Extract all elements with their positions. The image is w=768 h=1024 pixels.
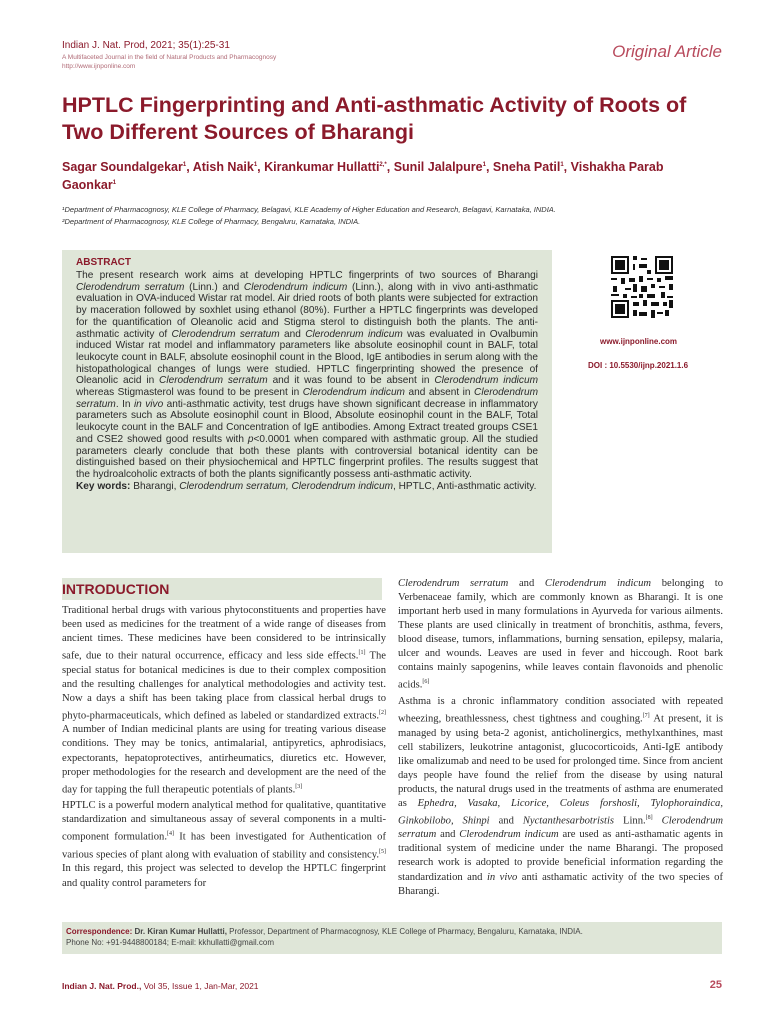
page-number: 25 bbox=[709, 979, 722, 991]
correspondence-name: Dr. Kiran Kumar Hullatti, bbox=[134, 927, 227, 936]
journal-website-link[interactable]: www.ijnponline.com bbox=[600, 337, 678, 346]
journal-citation: Indian J. Nat. Prod, 2021; 35(1):25-31 bbox=[62, 40, 230, 51]
footer-journal: Indian J. Nat. Prod., bbox=[62, 981, 142, 991]
body-column-right: Clerodendrum serratum and Clerodendrum indicum belonging to Verbenaceae family, which are commonly known as Bharangi. It is one important herb used in many formulations in Ayurveda for various ailments. These plants are used clinically in treatment of bronchitis, asthma, fevers, blood disease, tumors, inflammations, burning sensation, epilepsy, malaria, ulcer and wounds. Leaves are used in fever and hiccough. Root bark contains mainly sapogenins, while leaves contain flavonoids and phenolic acids.[6] Asthma is a chronic inflammatory condition associated with repeated wheezing, breathlessness, chest tightness and coughing.[7] At present, it is managed by using beta-2 agonist, anticholinergics, methylxanthines, mast cell stabilizers, leukotrine antagonist, glucocorticoids, Anti-IgE antibody like omalizumab and need to be used for prolonged time. Since from ancient days people have found the relief from the disease by using natural products, the natural drugs used in the treatments of asthma are enumerated as Ephedra, Vasaka, Licorice, Coleus forshosli, Tylophoraindica, Ginkobilobo, Shinpi and Nyctanthesarbotristis Linn.[8] Clerodendrum serratum and Clerodendrum indicum are used as anti-asthamatic agents in traditional system of medicine under the name Bharangi. The proposed research work is adopted to provide beneficial information regarding the standardization and in vivo anti asthamatic activity of the two species of Bharangi. bbox=[398, 578, 724, 897]
abstract-heading: ABSTRACT bbox=[76, 257, 131, 268]
correspondence-label: Correspondence: bbox=[66, 927, 133, 936]
paper-title: HPTLC Fingerprinting and Anti-asthmatic Activity of Roots of Two Different Sources of Bharangi bbox=[62, 93, 687, 144]
journal-url[interactable]: http://www.ijnponline.com bbox=[62, 63, 136, 70]
affiliation-1: ¹Department of Pharmacognosy, KLE College of Pharmacy, Belagavi, KLE Academy of Higher Education and Research, Belagavi, Karnataka, INDIA. bbox=[62, 205, 556, 214]
journal-tagline: A Multifaceted Journal in the field of Natural Products and Pharmacognosy bbox=[62, 54, 277, 61]
doi-label[interactable]: DOI : 10.5530/ijnp.2021.1.6 bbox=[588, 361, 689, 370]
footer-citation bbox=[62, 981, 259, 991]
abstract-box bbox=[62, 250, 552, 553]
author-list: Sagar Soundalgekar$^1$, Atish Naik$^1$, Kirankumar Hullatti$^{2,*}$, Sunil Jalalpure$^1$, Sneha Patil$^1$, Vishakha Parab Gaonkar$^1$ bbox=[62, 160, 664, 193]
correspondence-contact[interactable]: Phone No: +91-9448800184; E-mail: kkhullatti@gmail.com bbox=[66, 938, 275, 947]
section-heading-box bbox=[62, 578, 382, 600]
affiliation-2: ²Department of Pharmacognosy, KLE College of Pharmacy, Bengaluru, Karnataka, INDIA. bbox=[62, 217, 361, 226]
introduction-heading: INTRODUCTION bbox=[62, 581, 170, 597]
correspondence-box bbox=[62, 922, 722, 954]
correspondence-detail: Professor, Department of Pharmacognosy, KLE College of Pharmacy, Bengaluru, Karnataka, INDIA. bbox=[226, 927, 583, 936]
footer-issue: Vol 35, Issue 1, Jan-Mar, 2021 bbox=[141, 981, 259, 991]
qr-code-icon[interactable] bbox=[609, 254, 675, 320]
body-column-left: Traditional herbal drugs with various phytoconstituents and properties have been used as medicines for the treatment of a wide range of diseases from ancient times. These medicines have been considered to be intrinsically safe, due to their natural occurrence, efficacy and less side effects.[1] The special status for botanical medicines is due to their complex composition and the resulting challenges for analytical methodologies and activity test. Now a days a shift has been taking place from classical herbal drugs to phyto-pharmaceuticals, which defined as labeled or standardized extracts.[2] A number of Indian medicinal plants are using for treating various disease conditions. They may be tonics, antimalarial, antipyretics, aphrodisiacs, expectorants, hepatoprotectives, antirheumatics, diuretics etc. However, proper methodologies for the research and development are the need of the day for tapping the full therapeutic potentials of plants.[3] HPTLC is a powerful modern analytical method for qualitative, quantitative standardization and simultaneous assay of several components in a multi-component formulation.[4] It has been investigated for Authentication of various species of plant along with evaluation of stability and consistency.[5] In this regard, this project was selected to develop the HPTLC fingerprint and quality control parameters for bbox=[62, 605, 386, 889]
keywords: Key words: Bharangi, Clerodendrum serratum, Clerodendrum indicum, HPTLC, Anti-asthmatic activity. bbox=[76, 480, 537, 492]
abstract-text: The present research work aims at developing HPTLC fingerprints of two sources of Bharangi Clerodendrum serratum (Linn.) and Clerodendrum indicum (Linn.), along with in vivo anti-asthmatic evaluation in OVA-induced Wistar rat model. Air dried roots of both plants were subjected for extraction by maceration followed by soxhlet using ethanol (80%). Further a HPTLC fingerprints was developed for the quantification of Oleanolic acid and Stigma sterol to distinguish both the plants. The anti-asthmatic activity of Clerodendrum serratum and Clerodenrum indicum was evaluated in Ovalbumin induced Wistar rat model and inflammatory parameters like absolute eosinophil count in BALF, total leukocyte count in BALF, absolute eosinophil count in the Blood, IgE antibodies in serum along with the histopathological changes of lungs were studied. HPTLC fingerprinting showed the presence of Oleanolic acid in Clerodendrum serratum and it was found to be absent in Clerodendrum indicum whereas Stigmasterol was found to be present in Clerodendrum indicum and absent in Clerodendrum serratum. In in vivo anti-asthmatic activity, test drugs have shown significant decrease in inflammatory parameters such as Absolute eosinophil count in Blood, Absolute eosinophil count in the BALF, Total leukocyte count in the BALF and Concentration of IgE antibodies. Among Extract treated groups CSE1 and CSE2 showed good results with p<0.0001 when compared with asthmatic group. All the studied parameters clearly conclude that both these plants with controversial botanical identity can be distinguished based on their physiochemical and HPTLC fingerprint profiles. The results suggest that the hydroalcoholic extracts of both the plants significantly possess anti-asthmatic activity. bbox=[76, 270, 539, 480]
correspondence-line bbox=[66, 926, 718, 937]
article-type-label: Original Article bbox=[612, 42, 722, 61]
